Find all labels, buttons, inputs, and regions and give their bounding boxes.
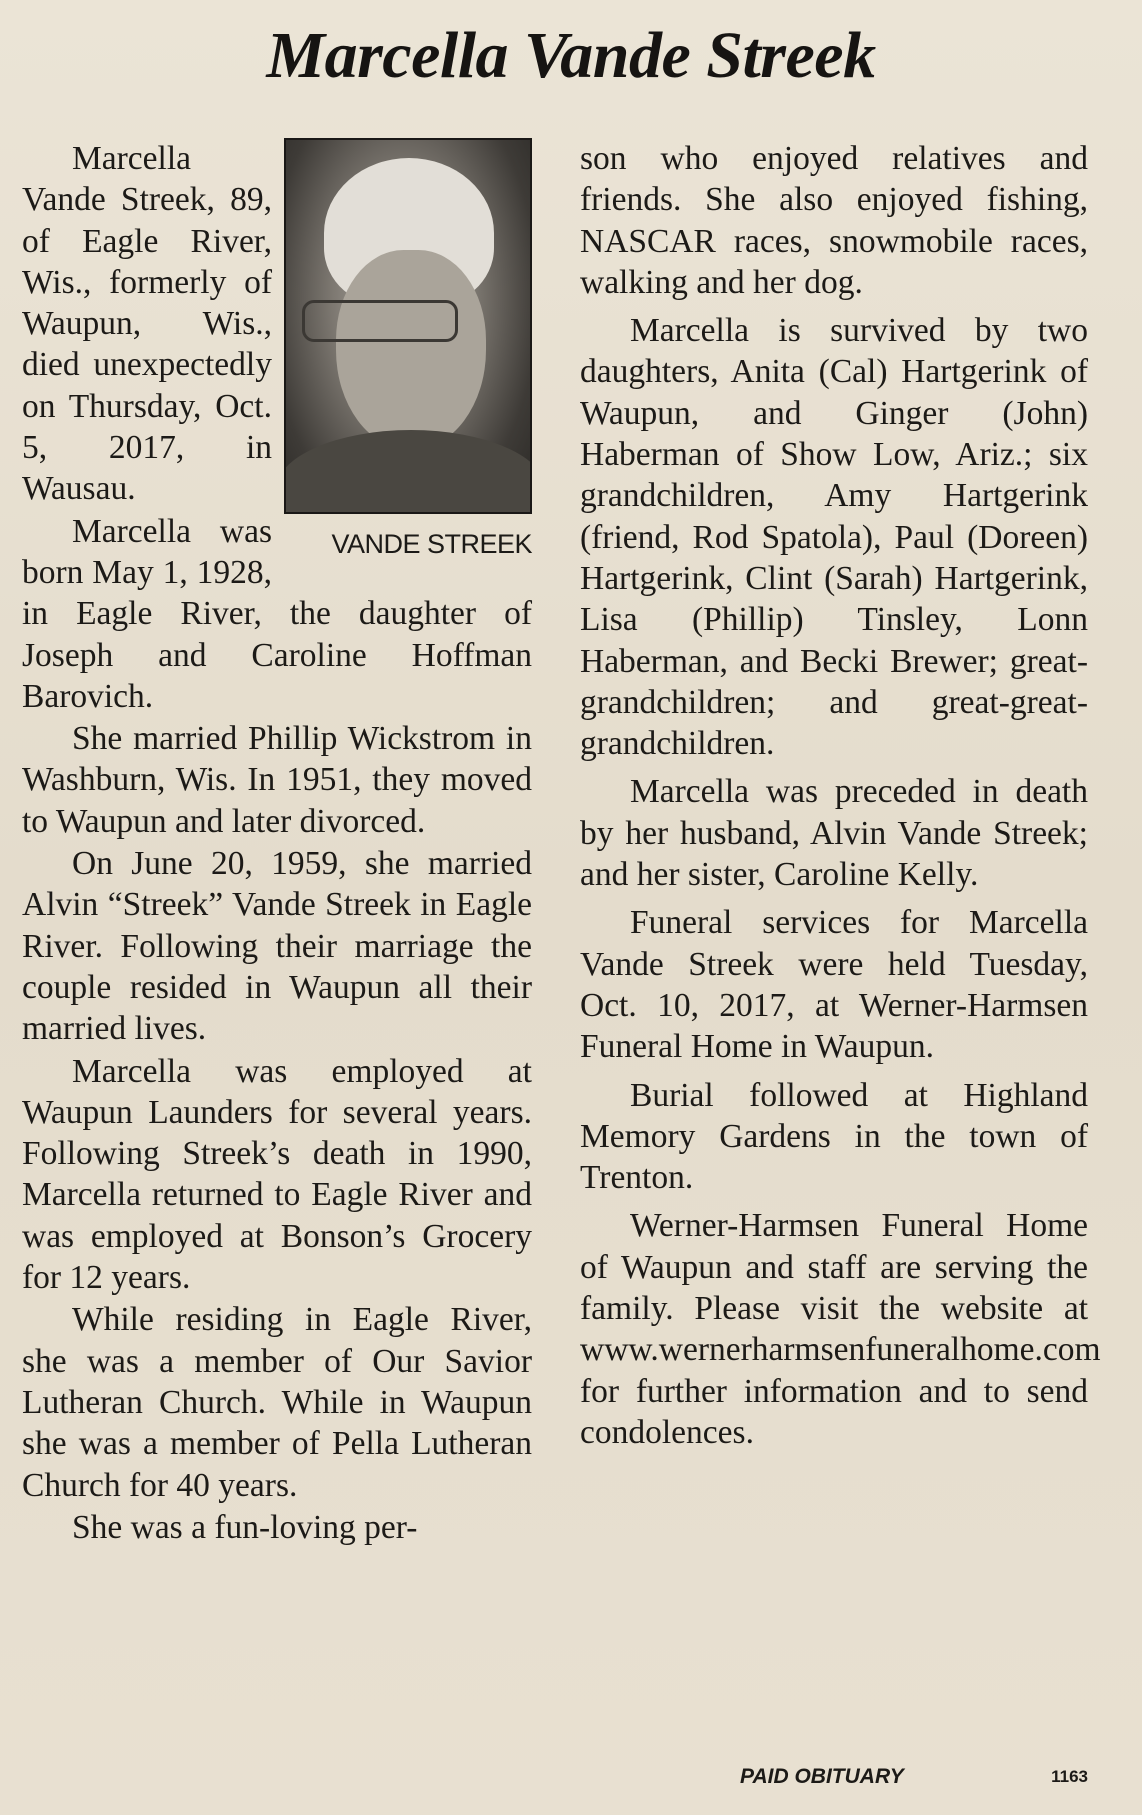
photo-shoulders bbox=[284, 430, 532, 514]
paragraph: Marcella is survived by two daughters, Anita (Cal) Hartgerink of Waupun, and Ginger (John) Haberman of Show Low, Ariz.; six grandchildren, Amy Hartgerink (friend, Rod Spatola), Paul (Doreen) Hartgerink, Clint (Sarah) Hartgerink, Lisa (Phillip) Tinsley, Lonn Haberman, and Becki Brewer; great-grandchildren; and great-great-grandchildren. bbox=[580, 312, 1088, 763]
paid-obituary-label: PAID OBITUARY bbox=[740, 1765, 904, 1788]
right-column bbox=[580, 138, 1101, 1453]
photo-face bbox=[336, 250, 486, 450]
photo-figure bbox=[284, 138, 532, 565]
paragraph: Marcella Vande Streek, 89, of Eagle River, Wis., formerly of Waupun, Wis., died unexpectedly on Thursday, Oct. 5, 2017, in Wausau. bbox=[22, 140, 272, 508]
obituary-title: Marcella Vande Streek bbox=[266, 19, 876, 92]
paragraph: On June 20, 1959, she married Alvin “Streek” Vande Streek in Eagle River. Following their marriage the couple resided in Waupun all their married lives. bbox=[22, 845, 532, 1048]
paragraph: Burial followed at Highland Memory Gardens in the town of Trenton. bbox=[580, 1076, 1088, 1197]
left-column bbox=[22, 138, 532, 1548]
paragraph: Marcella was born May 1, 1928, in Eagle River, the daughter of Joseph and Caroline Hoffman Barovich. bbox=[22, 512, 532, 715]
paragraph: Werner-Harmsen Funeral Home of Waupun and staff are serving the family. Please visit the website at www.wernerharmsenfuneralhome.com for further information and to send condolences. bbox=[580, 1207, 1101, 1451]
paragraph: She was a fun-loving per- bbox=[72, 1508, 418, 1546]
paragraph: son who enjoyed relatives and friends. She also enjoyed fishing, NASCAR races, snowmobile races, walking and her dog. bbox=[580, 140, 1088, 301]
obituary-footer bbox=[580, 1765, 1088, 1795]
portrait-photo bbox=[284, 138, 532, 514]
photo-glasses bbox=[302, 300, 458, 342]
ad-code: 1163 bbox=[1051, 1767, 1088, 1786]
paragraph: She married Phillip Wickstrom in Washburn, Wis. In 1951, they moved to Waupun and later divorced. bbox=[22, 720, 532, 840]
paragraph: While residing in Eagle River, she was a member of Our Savior Lutheran Church. While in Waupun she was a member of Pella Lutheran Church for 40 years. bbox=[22, 1301, 532, 1504]
paragraph: Funeral services for Marcella Vande Streek were held Tuesday, Oct. 10, 2017, at Werner-Harmsen Funeral Home in Waupun. bbox=[580, 904, 1088, 1066]
photo-caption: VANDE STREEK bbox=[331, 529, 532, 559]
paragraph: Marcella was preceded in death by her husband, Alvin Vande Streek; and her sister, Caroline Kelly. bbox=[580, 773, 1088, 894]
paragraph: Marcella was employed at Waupun Launders for several years. Following Streek’s death in 1990, Marcella returned to Eagle River and was employed at Bonson’s Grocery for 12 years. bbox=[22, 1052, 532, 1297]
